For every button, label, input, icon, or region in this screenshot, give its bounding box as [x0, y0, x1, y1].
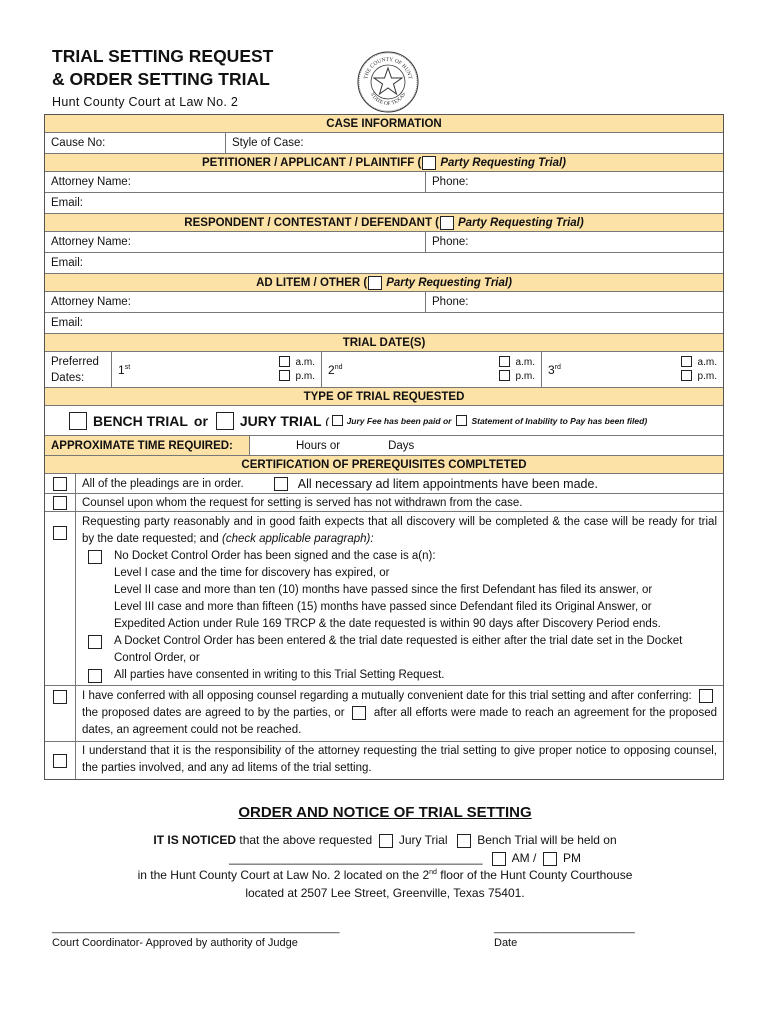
discovery-checkbox[interactable]	[53, 526, 67, 540]
style-of-case-label: Style of Case:	[232, 137, 304, 149]
respondent-party-checkbox[interactable]	[440, 216, 454, 230]
case-info-header: CASE INFORMATION	[45, 115, 723, 133]
respondent-email-label: Email:	[51, 257, 83, 269]
pleadings-row	[45, 474, 723, 494]
ad-litem-header	[45, 274, 723, 292]
ad-litem-email-label: Email:	[51, 317, 83, 329]
preferred-label-line2: Dates:	[51, 371, 85, 384]
respondent-attorney-label: Attorney Name:	[51, 236, 131, 248]
respondent-phone-label: Phone:	[432, 236, 469, 248]
petitioner-party-checkbox[interactable]	[422, 156, 436, 170]
jury-trial-label: JURY TRIAL	[239, 412, 322, 429]
counsel-checkbox[interactable]	[53, 496, 67, 510]
seal-top-text: THE COUNTY OF HUNT	[363, 56, 413, 80]
petitioner-header	[45, 154, 723, 172]
noticed-bold: IT IS NOTICED	[153, 833, 237, 847]
first-am-label: a.m.	[295, 356, 315, 368]
ad-litem-attorney-label: Attorney Name:	[51, 296, 131, 308]
inability-label: Statement of Inability to Pay has been filed)	[471, 415, 648, 426]
svg-text:STATE OF TEXAS	[369, 92, 407, 107]
first-date-field[interactable]	[111, 352, 321, 387]
third-date-sup: rd	[554, 363, 561, 371]
ad-litem-phone-field[interactable]	[425, 292, 723, 312]
first-pm-checkbox[interactable]	[279, 370, 290, 381]
jury-fee-checkbox[interactable]	[332, 415, 343, 426]
third-date-label: 3	[548, 362, 555, 377]
trial-type-header: TYPE OF TRIAL REQUESTED	[45, 388, 723, 406]
order-notice-line	[0, 833, 770, 848]
docket-entered-checkbox[interactable]	[88, 635, 102, 649]
second-date-label: 2	[328, 362, 335, 377]
style-of-case-field[interactable]	[225, 133, 723, 153]
consented-label: All parties have consented in writing to this Trial Setting Request.	[114, 669, 445, 681]
conferred-text-b: the proposed dates are agreed to by the parties, or	[82, 707, 345, 719]
ad-litem-phone-label: Phone:	[432, 296, 469, 308]
third-am-checkbox[interactable]	[681, 356, 692, 367]
order-pm-label: PM	[562, 851, 581, 865]
or-label: or	[193, 412, 208, 429]
not-agreed-checkbox[interactable]	[352, 706, 366, 720]
petitioner-attorney-label: Attorney Name:	[51, 176, 131, 188]
order-address-line: located at 2507 Lee Street, Greenville, Texas 75401.	[245, 886, 525, 900]
cause-no-label: Cause No:	[51, 137, 106, 149]
respondent-title: RESPONDENT / CONTESTANT / DEFENDANT (	[184, 216, 440, 229]
petitioner-email-field[interactable]	[45, 193, 723, 213]
conferred-checkbox[interactable]	[53, 690, 67, 704]
order-date-blank[interactable]: ______________________________________	[229, 851, 483, 865]
conferred-text-a: I have conferred with all opposing counsel regarding a mutually convenient date for this trial setting and after conferring:	[82, 690, 692, 702]
second-am-label: a.m.	[515, 356, 535, 368]
petitioner-title: PETITIONER / APPLICANT / PLAINTIFF (	[201, 156, 422, 169]
order-pm-checkbox[interactable]	[543, 852, 557, 866]
respondent-attorney-field[interactable]	[45, 232, 425, 252]
date-signature-line[interactable]: _______________________	[494, 922, 635, 934]
order-title: ORDER AND NOTICE OF TRIAL SETTING	[238, 804, 532, 821]
date-signature-label: Date	[494, 937, 518, 949]
order-bench-label: Bench Trial will be held on	[477, 833, 617, 847]
order-bench-checkbox[interactable]	[457, 834, 471, 848]
order-am-label: AM /	[511, 851, 537, 865]
first-am-checkbox[interactable]	[279, 356, 290, 367]
court-subtitle: Hunt County Court at Law No. 2	[52, 95, 239, 109]
second-pm-checkbox[interactable]	[499, 370, 510, 381]
counsel-label: Counsel upon whom the request for setting is served has not withdrawn from the case.	[82, 496, 523, 509]
ad-litem-party-checkbox[interactable]	[368, 276, 382, 290]
counsel-row	[45, 494, 723, 512]
jury-trial-checkbox[interactable]	[216, 412, 234, 430]
order-date-line	[0, 851, 770, 866]
ad-litem-appointments-label: All necessary ad litem appointments have been made.	[297, 476, 598, 491]
petitioner-party-label: Party Requesting Trial)	[440, 156, 567, 169]
understand-checkbox[interactable]	[53, 754, 67, 768]
trial-dates-row	[45, 352, 723, 388]
order-jury-checkbox[interactable]	[379, 834, 393, 848]
petitioner-phone-label: Phone:	[432, 176, 469, 188]
second-pm-label: p.m.	[515, 370, 535, 382]
petitioner-email-label: Email:	[51, 197, 83, 209]
level1-label: Level I case and the time for discovery has expired, or	[114, 567, 390, 579]
county-seal	[356, 50, 420, 114]
inability-checkbox[interactable]	[456, 415, 467, 426]
no-docket-checkbox[interactable]	[88, 550, 102, 564]
trial-type-row	[45, 406, 723, 436]
ad-litem-attorney-field[interactable]	[45, 292, 425, 312]
second-am-checkbox[interactable]	[499, 356, 510, 367]
no-docket-label: No Docket Control Order has been signed and the case is a(n):	[114, 550, 436, 562]
petitioner-phone-field[interactable]	[425, 172, 723, 192]
consented-checkbox[interactable]	[88, 669, 102, 683]
petitioner-attorney-row	[45, 172, 723, 193]
discovery-intro: Requesting party reasonably and in good faith expects that all discovery will be completed & the case will be ready for trial by the date requested; and	[82, 516, 717, 545]
paren-open: (	[325, 415, 329, 426]
coordinator-signature-line[interactable]: _______________________________________________	[52, 922, 340, 934]
preferred-dates-label	[45, 352, 111, 387]
approx-time-field[interactable]	[249, 436, 723, 455]
form-title	[52, 45, 273, 91]
respondent-header	[45, 214, 723, 232]
agreed-checkbox[interactable]	[699, 689, 713, 703]
certification-header: CERTIFICATION OF PREREQUISITES COMPLTETED	[45, 456, 723, 474]
pleadings-checkbox[interactable]	[53, 477, 67, 491]
respondent-phone-field[interactable]	[425, 232, 723, 252]
third-am-label: a.m.	[697, 356, 717, 368]
title-line-2: & ORDER SETTING TRIAL	[52, 69, 270, 89]
respondent-attorney-row	[45, 232, 723, 253]
location-sup: nd	[429, 869, 437, 876]
coordinator-signature-label: Court Coordinator- Approved by authority of Judge	[52, 937, 298, 949]
noticed-text: that the above requested	[239, 833, 373, 847]
ad-litem-appointments-checkbox[interactable]	[274, 477, 288, 491]
trial-request-form	[44, 114, 724, 780]
level3-label: Level III case and more than fifteen (15) months have passed since Defendant filed its Original Answer, or	[114, 601, 652, 613]
respondent-party-label: Party Requesting Trial)	[458, 216, 584, 229]
third-pm-checkbox[interactable]	[681, 370, 692, 381]
first-date-label: 1	[118, 362, 125, 377]
ad-litem-title: AD LITEM / OTHER (	[256, 276, 368, 289]
ad-litem-party-label: Party Requesting Trial)	[386, 276, 512, 289]
ad-litem-email-row	[45, 313, 723, 334]
location-text-a: in the Hunt County Court at Law No. 2 located on the 2	[137, 868, 430, 882]
third-pm-label: p.m.	[697, 370, 717, 382]
preferred-label-line1: Preferred	[51, 355, 99, 368]
jury-fee-label: Jury Fee has been paid or	[346, 415, 452, 426]
expedited-label: Expedited Action under Rule 169 TRCP & the date requested is within 90 days after Discovery Period ends.	[114, 618, 661, 630]
location-text-b: floor of the Hunt County Courthouse	[440, 868, 633, 882]
bench-trial-checkbox[interactable]	[69, 412, 87, 430]
first-pm-label: p.m.	[295, 370, 315, 382]
third-date-field[interactable]	[541, 352, 723, 387]
conferred-text-c: after all efforts were made to reach an agreement for the proposed dates, an agreement could not be reached.	[82, 707, 717, 736]
ad-litem-email-field[interactable]	[45, 313, 723, 333]
petitioner-attorney-field[interactable]	[45, 172, 425, 192]
docket-entered-label: A Docket Control Order has been entered & the trial date requested is either after the trial date set in the Docket Control Order, or	[114, 635, 683, 664]
trial-dates-header: TRIAL DATE(S)	[45, 334, 723, 352]
star-icon	[374, 68, 402, 94]
days-label: Days	[388, 439, 415, 452]
second-date-field[interactable]	[321, 352, 541, 387]
petitioner-email-row	[45, 193, 723, 214]
discovery-row	[45, 512, 723, 686]
pleadings-label: All of the pleadings are in order.	[82, 477, 244, 490]
hours-label: Hours or	[296, 439, 341, 452]
ad-litem-attorney-row	[45, 292, 723, 313]
cause-no-field[interactable]	[45, 133, 225, 153]
approx-time-row	[45, 436, 723, 456]
order-location-line	[0, 868, 770, 882]
respondent-email-row	[45, 253, 723, 274]
bench-trial-label: BENCH TRIAL	[93, 412, 188, 429]
conferred-row	[45, 686, 723, 742]
seal-bottom-text: STATE OF TEXAS	[368, 91, 408, 108]
order-jury-label: Jury Trial	[398, 833, 448, 847]
respondent-email-field[interactable]	[45, 253, 723, 273]
second-date-sup: nd	[334, 363, 343, 371]
title-line-1: TRIAL SETTING REQUEST	[52, 46, 274, 66]
approx-time-label: APPROXIMATE TIME REQUIRED:	[45, 436, 249, 455]
order-am-checkbox[interactable]	[492, 852, 506, 866]
case-info-row	[45, 133, 723, 154]
understand-row	[45, 742, 723, 779]
understand-label: I understand that it is the responsibility of the attorney requesting the trial setting to give proper notice to opposing counsel, the parties involved, and any ad litems of the trial setting.	[82, 745, 717, 774]
level2-label: Level II case and more than ten (10) months have passed since the first Defendant has filed its answer, or	[114, 584, 653, 596]
discovery-check-label: (check applicable paragraph):	[222, 533, 374, 545]
first-date-sup: st	[124, 363, 131, 371]
